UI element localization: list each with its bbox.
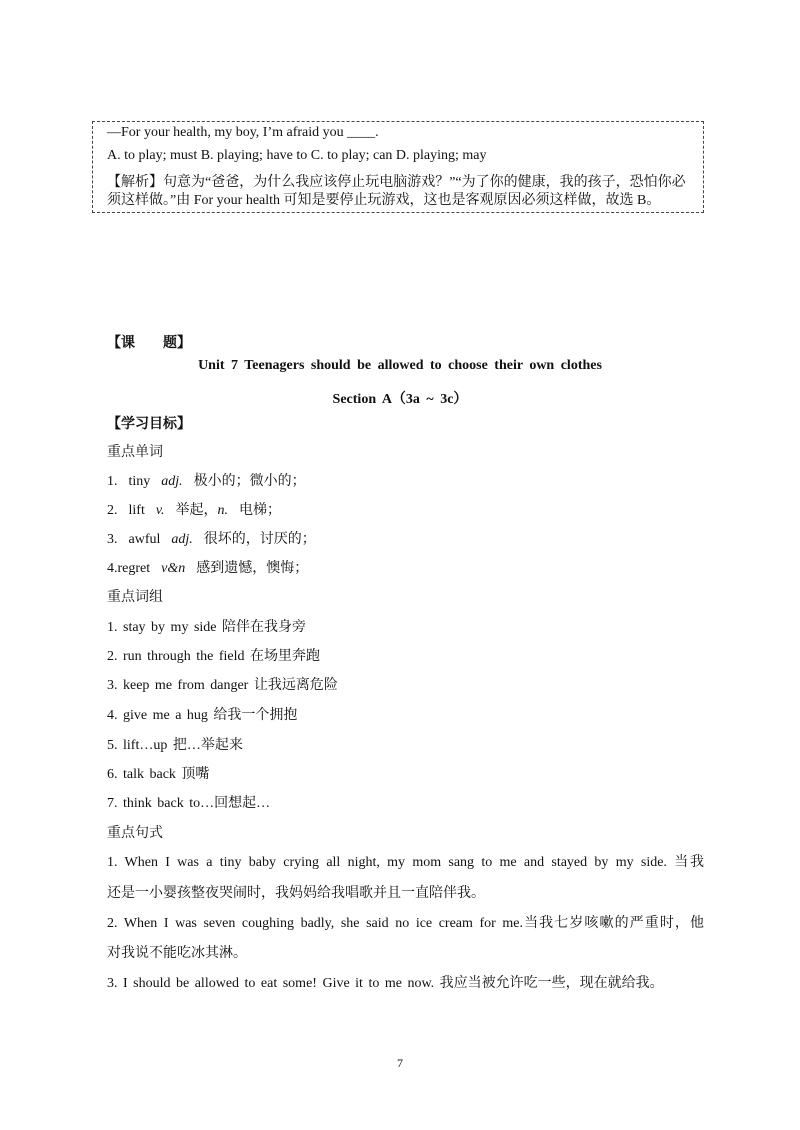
sentence-1-line2: 还是一小婴孩整夜哭闹时，我妈妈给我唱歌并且一直陪伴我。 [107, 886, 485, 901]
unit-title: Unit 7 Teenagers should be allowed to choose their own clothes [198, 358, 602, 373]
phrases-heading: 重点词组 [107, 590, 163, 605]
topic-label: 【课 题】 [107, 335, 191, 351]
phrase-item-2: 2. run through the field 在场里奔跑 [107, 649, 320, 664]
vocab-item-1: 1. tiny adj. 极小的；微小的； [107, 474, 306, 489]
phrase-item-3: 3. keep me from danger 让我远离危险 [107, 678, 338, 693]
section-title: Section A（3a ~ 3c） [332, 392, 468, 407]
phrase-item-5: 5. lift…up 把…举起来 [107, 738, 243, 753]
phrase-item-4: 4. give me a hug 给我一个拥抱 [107, 708, 298, 723]
phrase-item-6: 6. talk back 顶嘴 [107, 767, 210, 782]
vocab-item-4: 4.regret v&n 感到遗憾，懊悔； [107, 561, 309, 576]
exercise-analysis-line1: 【解析】句意为“爸爸，为什么我应该停止玩电脑游戏？”“为了你的健康，我的孩子，恐怕你必 [107, 175, 686, 190]
vocab-item-3: 3. awful adj. 很坏的，讨厌的； [107, 532, 316, 547]
sentence-1-line1: 1. When I was a tiny baby crying all night, my mom sang to me and stayed by my side. 当我 [107, 855, 704, 870]
exercise-question: —For your health, my boy, I’m afraid you ____. [107, 125, 379, 140]
sentence-2-line1: 2. When I was seven coughing badly, she said no ice cream for me.当我七岁咳嗽的严重时，他 [107, 916, 704, 931]
sentence-3-line1: 3. I should be allowed to eat some! Give it to me now. 我应当被允许吃一些，现在就给我。 [107, 976, 664, 991]
sentence-2-line2: 对我说不能吃冰其淋。 [107, 946, 247, 961]
goals-label: 【学习目标】 [107, 416, 191, 432]
vocab-heading: 重点单词 [107, 445, 163, 460]
phrase-item-1: 1. stay by my side 陪伴在我身旁 [107, 620, 306, 635]
exercise-analysis-line2: 须这样做。”由 For your health 可知是要停止玩游戏，这也是客观原因必须这样做，故选 B。 [107, 193, 661, 208]
page-number: 7 [397, 1056, 403, 1070]
phrase-item-7: 7. think back to…回想起… [107, 796, 271, 811]
exercise-options: A. to play; must B. playing; have to C. to play; can D. playing; may [107, 148, 487, 163]
vocab-item-2: 2. lift v. 举起，n. 电梯； [107, 503, 282, 518]
sentences-heading: 重点句式 [107, 826, 163, 841]
